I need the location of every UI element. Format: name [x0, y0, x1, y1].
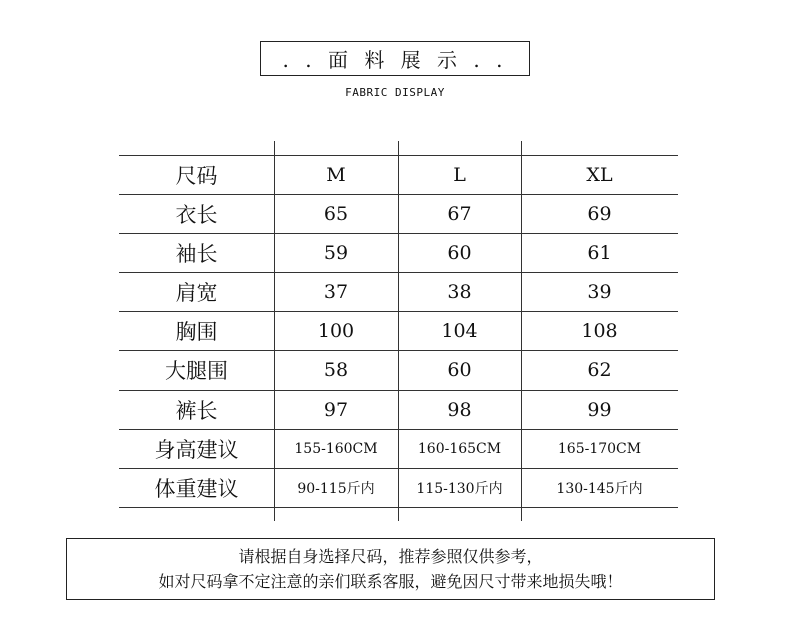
table-cell: 104 — [441, 319, 478, 342]
header-cell-size-option: L — [453, 163, 466, 186]
table-cell: 99 — [587, 398, 612, 421]
row-label: 袖长 — [175, 241, 218, 266]
table-cell: 65 — [323, 202, 349, 225]
table-cell: 39 — [587, 280, 612, 303]
header-cell-size-option: M — [326, 163, 346, 186]
table-cell: 60 — [447, 241, 472, 264]
table-cell: 130-145斤内 — [556, 480, 643, 497]
table-cell: 115-130斤内 — [416, 480, 503, 497]
row-label: 衣长 — [175, 202, 218, 227]
notice-line-1: 请根据自身选择尺码，推荐参照仅供参考， — [238, 547, 543, 566]
row-label: 大腿围 — [165, 359, 228, 383]
table-cell: 37 — [323, 280, 349, 303]
section-subtitle: FABRIC DISPLAY — [345, 86, 445, 99]
row-label: 身高建议 — [154, 437, 239, 462]
section-title: . . 面 料 展 示 . . — [260, 41, 530, 76]
row-label: 胸围 — [175, 319, 218, 344]
table-cell: 108 — [581, 319, 618, 342]
row-label: 肩宽 — [175, 280, 218, 305]
table-cell: 69 — [587, 202, 612, 225]
table-cell: 59 — [323, 241, 349, 264]
table-cell: 90-115斤内 — [297, 480, 375, 497]
table-cell: 38 — [447, 280, 472, 303]
table-cell: 62 — [587, 359, 612, 381]
table-cell: 61 — [587, 241, 612, 264]
table-cell: 98 — [447, 398, 472, 421]
table-cell: 97 — [323, 398, 349, 421]
table-cell: 155-160CM — [294, 440, 378, 457]
table-cell: 60 — [447, 359, 472, 381]
row-label: 体重建议 — [154, 476, 239, 501]
table-cell: 165-170CM — [557, 440, 642, 457]
size-notice — [66, 538, 715, 600]
size-chart-table — [119, 141, 678, 521]
header-cell-size: 尺码 — [175, 163, 218, 188]
notice-line-2: 如对尺码拿不定注意的亲们联系客服，避免因尺寸带来地损失哦！ — [158, 572, 623, 591]
table-cell: 100 — [317, 319, 355, 342]
row-label: 裤长 — [175, 398, 218, 423]
table-cell: 67 — [447, 202, 472, 225]
header-cell-size-option: XL — [586, 163, 613, 186]
table-cell: 58 — [323, 359, 349, 381]
table-cell: 160-165CM — [417, 440, 502, 457]
